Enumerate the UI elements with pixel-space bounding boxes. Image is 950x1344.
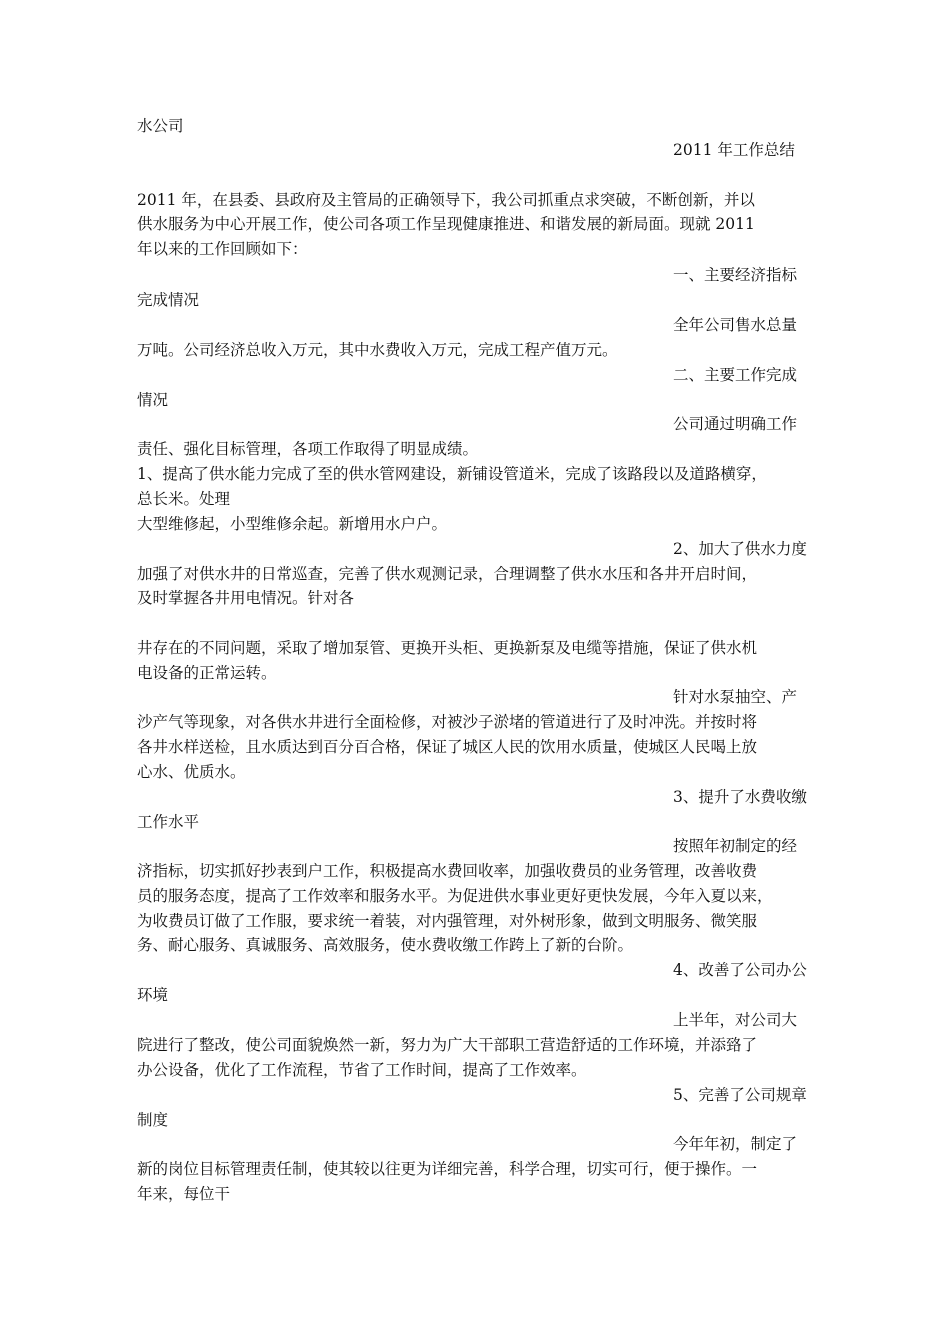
text-line: 院进行了整改，使公司面貌焕然一新，努力为广大干部职工营造舒适的工作环境，并添臵了: [137, 1036, 758, 1054]
text-line: 务、耐心服务、真诚服务、高效服务，使水费收缴工作跨上了新的台阶。: [137, 936, 634, 954]
text-line: 责任、强化目标管理，各项工作取得了明显成绩。: [137, 440, 479, 458]
text-line: 各井水样送检，且水质达到百分百合格，保证了城区人民的饮用水质量，使城区人民喝上放: [137, 738, 758, 756]
company-name: 水公司: [137, 117, 184, 135]
section-heading-cont: 情况: [137, 391, 169, 409]
text-line: 年以来的工作回顾如下：: [137, 240, 308, 258]
subsection-heading-cont: 工作水平: [137, 813, 200, 831]
section-heading: 二、主要工作完成: [673, 366, 798, 384]
text-line: 心水、优质水。: [137, 763, 246, 781]
text-line: 按照年初制定的经: [673, 837, 798, 855]
text-line: 济指标，切实抓好抄表到户工作，积极提高水费回收率，加强收费员的业务管理，改善收费: [137, 862, 758, 880]
text-line: 公司通过明确工作: [673, 415, 798, 433]
text-line: 办公设备，优化了工作流程，节省了工作时间，提高了工作效率。: [137, 1061, 587, 1079]
text-line: 及时掌握各井用电情况。针对各: [137, 589, 355, 607]
text-line: 为收费员订做了工作服，要求统一着装，对内强管理，对外树形象，做到文明服务、微笑服: [137, 912, 758, 930]
text-line: 2011 年，在县委、县政府及主管局的正确领导下，我公司抓重点求突破，不断创新，并以: [137, 191, 755, 209]
section-heading: 一、主要经济指标: [673, 266, 798, 284]
text-line: 1、提高了供水能力完成了至的供水管网建设，新铺设管道米，完成了该路段以及道路横穿，: [137, 465, 767, 483]
text-line: 大型维修起，小型维修余起。新增用水户户。: [137, 515, 448, 533]
text-line: 针对水泵抽空、产: [673, 688, 798, 706]
subsection-heading: 4、改善了公司办公: [673, 961, 807, 979]
document-title: 2011 年工作总结: [673, 141, 795, 159]
subsection-heading-cont: 环境: [137, 986, 169, 1004]
subsection-heading-cont: 制度: [137, 1111, 169, 1129]
text-line: 上半年，对公司大: [673, 1011, 798, 1029]
text-line: 沙产气等现象，对各供水井进行全面检修，对被沙子淤堵的管道进行了及时冲洗。并按时将: [137, 713, 758, 731]
text-line: 新的岗位目标管理责任制，使其较以往更为详细完善，科学合理，切实可行，便于操作。一: [137, 1160, 758, 1178]
text-line: 年来，每位干: [137, 1185, 231, 1203]
text-line: 井存在的不同问题，采取了增加泵管、更换开头柜、更换新泵及电缆等措施，保证了供水机: [137, 639, 758, 657]
text-line: 万吨。公司经济总收入万元，其中水费收入万元，完成工程产值万元。: [137, 341, 618, 359]
subsection-heading: 5、完善了公司规章: [673, 1086, 807, 1104]
section-heading-cont: 完成情况: [137, 291, 200, 309]
text-line: 总长米。处理: [137, 490, 231, 508]
text-line: 全年公司售水总量: [673, 316, 798, 334]
subsection-heading: 3、提升了水费收缴: [673, 788, 807, 806]
text-line: 员的服务态度，提高了工作效率和服务水平。为促进供水事业更好更快发展，今年入夏以来，: [137, 887, 773, 905]
text-line: 电设备的正常运转。: [137, 664, 277, 682]
text-line: 加强了对供水井的日常巡查，完善了供水观测记录，合理调整了供水水压和各井开启时间，: [137, 565, 758, 583]
text-line: 供水服务为中心开展工作，使公司各项工作呈现健康推进、和谐发展的新局面。现就 2011: [137, 215, 755, 233]
subsection-heading: 2、加大了供水力度: [673, 540, 807, 558]
text-line: 今年年初，制定了: [673, 1135, 798, 1153]
